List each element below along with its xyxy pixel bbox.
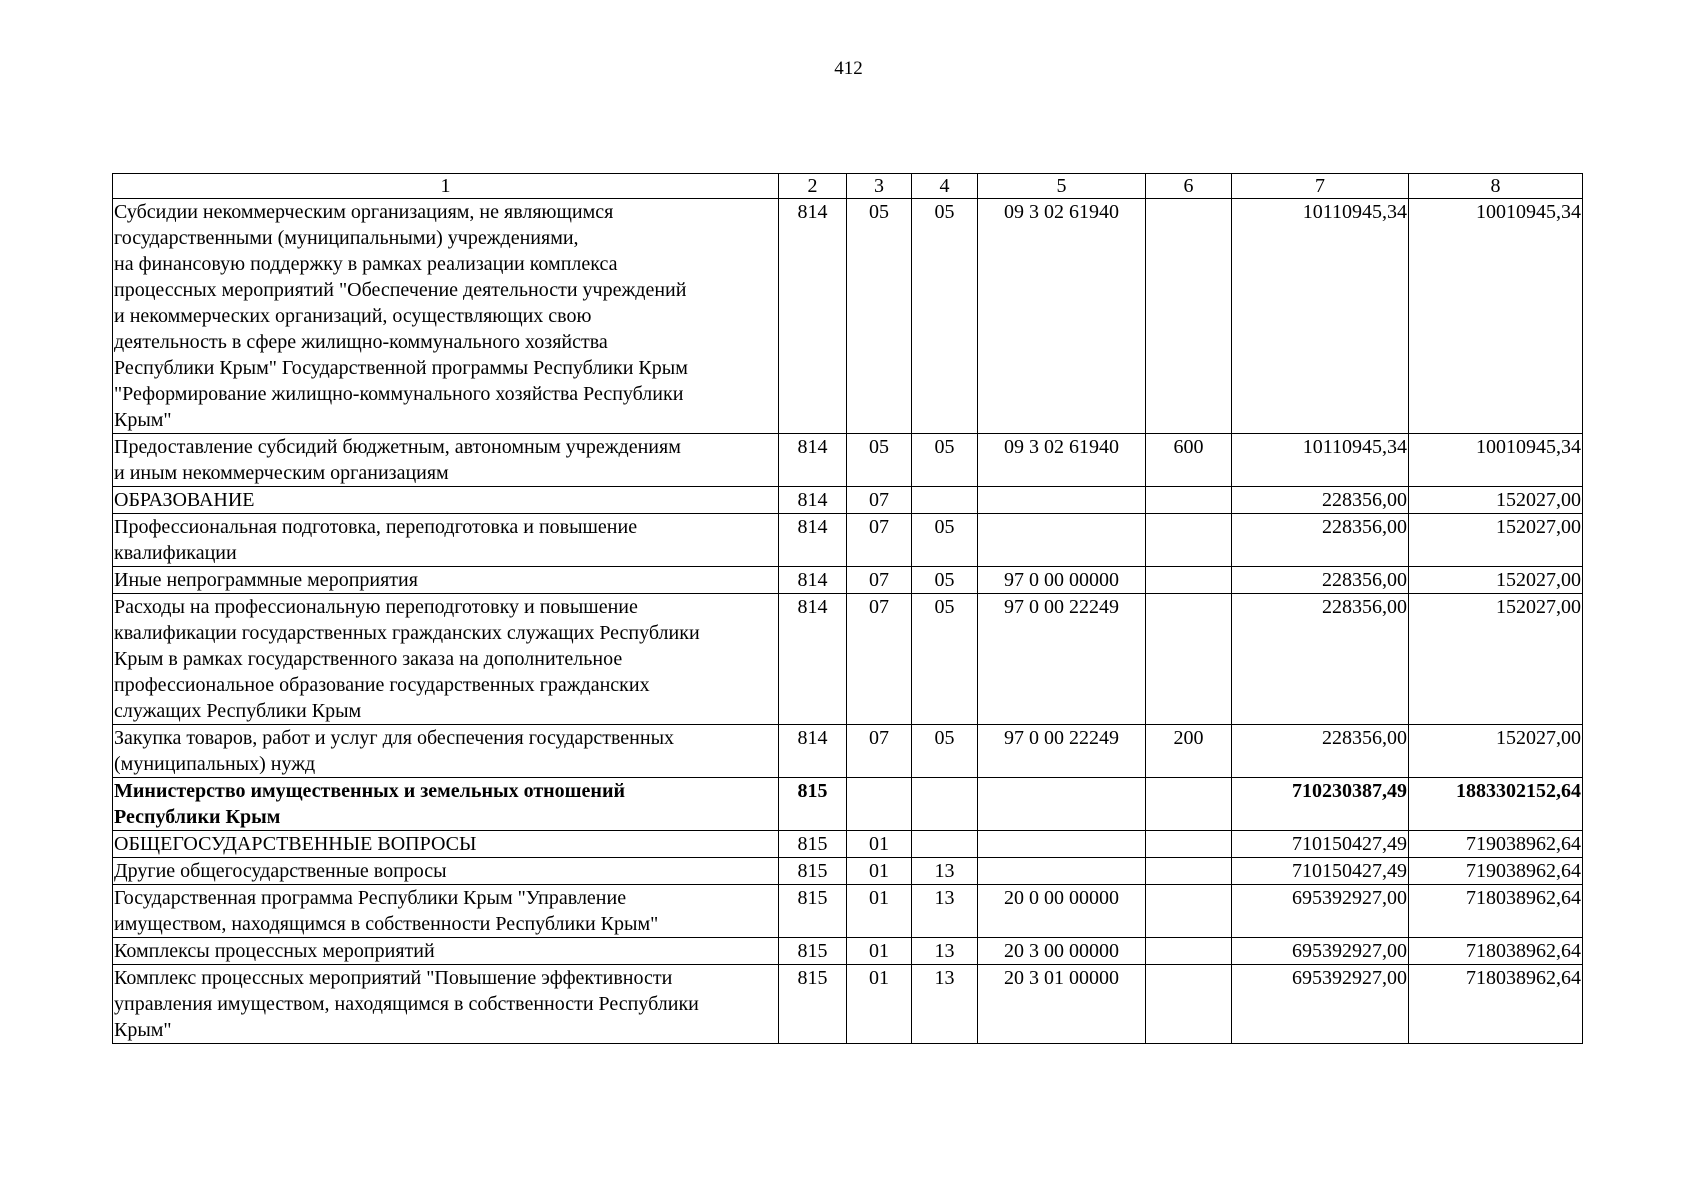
row-code-2-cell: 815 (779, 885, 847, 938)
row-name-line: ОБРАЗОВАНИЕ (114, 489, 255, 511)
row-code-4-cell (912, 831, 978, 858)
row-name-line: профессиональное образование государственных гражданских (114, 674, 650, 696)
row-amount-7-cell: 10110945,34 (1232, 199, 1409, 434)
row-code-2-cell: 815 (779, 831, 847, 858)
row-name-line: Другие общегосударственные вопросы (114, 860, 447, 882)
row-amount-8-cell: 718038962,64 (1409, 965, 1583, 1044)
row-code-5-cell: 20 3 00 00000 (978, 938, 1146, 965)
header-cell-3: 3 (847, 174, 912, 199)
row-amount-8-cell: 152027,00 (1409, 725, 1583, 778)
row-name-line: на финансовую поддержку в рамках реализации комплекса (114, 253, 618, 275)
row-amount-7-cell: 695392927,00 (1232, 885, 1409, 938)
row-code-6-cell (1146, 938, 1232, 965)
row-amount-7-cell: 695392927,00 (1232, 965, 1409, 1044)
row-code-4-cell: 05 (912, 567, 978, 594)
row-name-line: квалификации государственных гражданских служащих Республики (114, 622, 700, 644)
row-code-5-cell (978, 858, 1146, 885)
row-code-2-cell: 815 (779, 965, 847, 1044)
row-code-3-cell: 01 (847, 858, 912, 885)
row-name-cell (113, 487, 779, 514)
row-code-5-cell: 09 3 02 61940 (978, 434, 1146, 487)
header-cell-5: 5 (978, 174, 1146, 199)
row-amount-7-cell: 695392927,00 (1232, 938, 1409, 965)
row-code-5-cell: 20 3 01 00000 (978, 965, 1146, 1044)
row-code-2-cell: 814 (779, 487, 847, 514)
row-code-5-cell: 97 0 00 22249 (978, 725, 1146, 778)
row-amount-7-cell: 228356,00 (1232, 594, 1409, 725)
row-name-line: имуществом, находящимся в собственности Республики Крым" (114, 913, 659, 935)
row-name-line: Крым" (114, 409, 172, 431)
row-code-2-cell: 815 (779, 938, 847, 965)
row-name-line: Крым" (114, 1019, 172, 1041)
header-cell-8: 8 (1409, 174, 1583, 199)
row-amount-7-cell: 228356,00 (1232, 487, 1409, 514)
row-code-6-cell (1146, 885, 1232, 938)
row-code-4-cell: 05 (912, 199, 978, 434)
row-amount-8-cell: 152027,00 (1409, 567, 1583, 594)
row-code-3-cell: 01 (847, 965, 912, 1044)
row-code-5-cell: 97 0 00 22249 (978, 594, 1146, 725)
row-code-6-cell (1146, 487, 1232, 514)
table-row (113, 938, 1583, 965)
table-row (113, 725, 1583, 778)
row-code-4-cell: 05 (912, 725, 978, 778)
row-name-cell (113, 965, 779, 1044)
row-amount-8-cell: 152027,00 (1409, 487, 1583, 514)
header-cell-7: 7 (1232, 174, 1409, 199)
table-row (113, 778, 1583, 831)
row-name-line: Профессиональная подготовка, переподготовка и повышение (114, 516, 638, 538)
row-name-cell (113, 594, 779, 725)
row-code-4-cell: 13 (912, 938, 978, 965)
row-name-line: Комплексы процессных мероприятий (114, 940, 435, 962)
row-code-2-cell: 814 (779, 199, 847, 434)
row-code-2-cell: 814 (779, 594, 847, 725)
row-code-5-cell: 20 0 00 00000 (978, 885, 1146, 938)
row-amount-7-cell: 710150427,49 (1232, 858, 1409, 885)
row-name-line: квалификации (114, 542, 237, 564)
row-code-4-cell: 13 (912, 885, 978, 938)
row-code-6-cell (1146, 514, 1232, 567)
row-name-line: ОБЩЕГОСУДАРСТВЕННЫЕ ВОПРОСЫ (114, 833, 477, 855)
table-row (113, 487, 1583, 514)
row-code-5-cell (978, 514, 1146, 567)
row-amount-7-cell: 228356,00 (1232, 514, 1409, 567)
row-name-line: Субсидии некоммерческим организациям, не являющимся (114, 201, 614, 223)
header-cell-4: 4 (912, 174, 978, 199)
row-name-line: Расходы на профессиональную переподготовку и повышение (114, 596, 638, 618)
row-code-5-cell (978, 831, 1146, 858)
row-code-4-cell: 05 (912, 514, 978, 567)
table-row (113, 831, 1583, 858)
header-cell-6: 6 (1146, 174, 1232, 199)
row-name-line: Иные непрограммные мероприятия (114, 569, 418, 591)
row-name-cell (113, 567, 779, 594)
row-code-2-cell: 815 (779, 778, 847, 831)
row-code-5-cell: 09 3 02 61940 (978, 199, 1146, 434)
row-code-6-cell (1146, 965, 1232, 1044)
row-code-3-cell: 05 (847, 199, 912, 434)
row-amount-8-cell: 718038962,64 (1409, 885, 1583, 938)
row-name-cell (113, 831, 779, 858)
row-code-4-cell: 05 (912, 434, 978, 487)
row-name-line: служащих Республики Крым (114, 700, 362, 722)
row-code-2-cell: 814 (779, 514, 847, 567)
row-amount-8-cell: 152027,00 (1409, 514, 1583, 567)
row-code-5-cell: 97 0 00 00000 (978, 567, 1146, 594)
row-code-6-cell (1146, 567, 1232, 594)
row-name-line: Предоставление субсидий бюджетным, автономным учреждениям (114, 436, 681, 458)
row-amount-8-cell: 718038962,64 (1409, 938, 1583, 965)
row-name-line: "Реформирование жилищно-коммунального хозяйства Республики (114, 383, 684, 405)
table-row (113, 514, 1583, 567)
row-name-cell (113, 514, 779, 567)
row-name-line: (муниципальных) нужд (114, 753, 316, 775)
row-amount-7-cell: 228356,00 (1232, 725, 1409, 778)
row-name-cell (113, 725, 779, 778)
row-amount-8-cell: 152027,00 (1409, 594, 1583, 725)
row-code-2-cell: 815 (779, 858, 847, 885)
row-code-3-cell: 07 (847, 567, 912, 594)
table-row (113, 858, 1583, 885)
row-name-line: Комплекс процессных мероприятий "Повышение эффективности (114, 967, 673, 989)
budget-table (112, 173, 1583, 1044)
row-name-line: Закупка товаров, работ и услуг для обеспечения государственных (114, 727, 675, 749)
row-amount-7-cell: 710230387,49 (1232, 778, 1409, 831)
row-code-4-cell: 05 (912, 594, 978, 725)
table-body (113, 174, 1583, 1044)
row-code-3-cell: 01 (847, 831, 912, 858)
row-name-line: управления имуществом, находящимся в собственности Республики (114, 993, 699, 1015)
header-cell-2: 2 (779, 174, 847, 199)
row-code-2-cell: 814 (779, 567, 847, 594)
row-code-3-cell: 07 (847, 514, 912, 567)
page-number: 412 (834, 58, 863, 79)
row-code-6-cell (1146, 778, 1232, 831)
row-code-3-cell (847, 778, 912, 831)
row-code-3-cell: 07 (847, 594, 912, 725)
row-name-cell (113, 434, 779, 487)
table-row (113, 885, 1583, 938)
row-name-line: Республики Крым (114, 806, 281, 828)
header-cell-1: 1 (113, 174, 779, 199)
row-code-4-cell: 13 (912, 965, 978, 1044)
row-code-4-cell (912, 778, 978, 831)
row-code-4-cell (912, 487, 978, 514)
row-code-4-cell: 13 (912, 858, 978, 885)
row-name-line: Министерство имущественных и земельных отношений (114, 780, 625, 802)
row-code-6-cell (1146, 199, 1232, 434)
row-code-5-cell (978, 487, 1146, 514)
row-name-line: процессных мероприятий "Обеспечение деятельности учреждений (114, 279, 687, 301)
row-name-line: Республики Крым" Государственной программы Республики Крым (114, 357, 688, 379)
row-amount-8-cell: 719038962,64 (1409, 858, 1583, 885)
row-code-6-cell: 200 (1146, 725, 1232, 778)
row-amount-8-cell: 10010945,34 (1409, 434, 1583, 487)
row-code-2-cell: 814 (779, 725, 847, 778)
row-code-6-cell (1146, 858, 1232, 885)
row-code-3-cell: 01 (847, 885, 912, 938)
row-code-6-cell (1146, 831, 1232, 858)
row-name-cell (113, 885, 779, 938)
row-name-cell (113, 778, 779, 831)
table-row (113, 965, 1583, 1044)
row-code-3-cell: 05 (847, 434, 912, 487)
row-amount-7-cell: 710150427,49 (1232, 831, 1409, 858)
header-row (113, 174, 1583, 199)
row-name-cell (113, 938, 779, 965)
row-name-cell (113, 199, 779, 434)
row-code-6-cell (1146, 594, 1232, 725)
table-row (113, 199, 1583, 434)
row-name-cell (113, 858, 779, 885)
table-row (113, 567, 1583, 594)
row-name-line: и некоммерческих организаций, осуществляющих свою (114, 305, 592, 327)
row-amount-7-cell: 10110945,34 (1232, 434, 1409, 487)
row-code-3-cell: 01 (847, 938, 912, 965)
row-amount-8-cell: 10010945,34 (1409, 199, 1583, 434)
table-row (113, 434, 1583, 487)
row-amount-7-cell: 228356,00 (1232, 567, 1409, 594)
row-amount-8-cell: 1883302152,64 (1409, 778, 1583, 831)
row-name-line: Крым в рамках государственного заказа на дополнительное (114, 648, 623, 670)
row-code-3-cell: 07 (847, 487, 912, 514)
row-code-5-cell (978, 778, 1146, 831)
row-code-6-cell: 600 (1146, 434, 1232, 487)
table-row (113, 594, 1583, 725)
row-name-line: и иным некоммерческим организациям (114, 462, 449, 484)
row-code-2-cell: 814 (779, 434, 847, 487)
row-amount-8-cell: 719038962,64 (1409, 831, 1583, 858)
row-name-line: государственными (муниципальными) учреждениями, (114, 227, 579, 249)
row-code-3-cell: 07 (847, 725, 912, 778)
row-name-line: деятельность в сфере жилищно-коммунального хозяйства (114, 331, 608, 353)
row-name-line: Государственная программа Республики Крым "Управление (114, 887, 627, 909)
